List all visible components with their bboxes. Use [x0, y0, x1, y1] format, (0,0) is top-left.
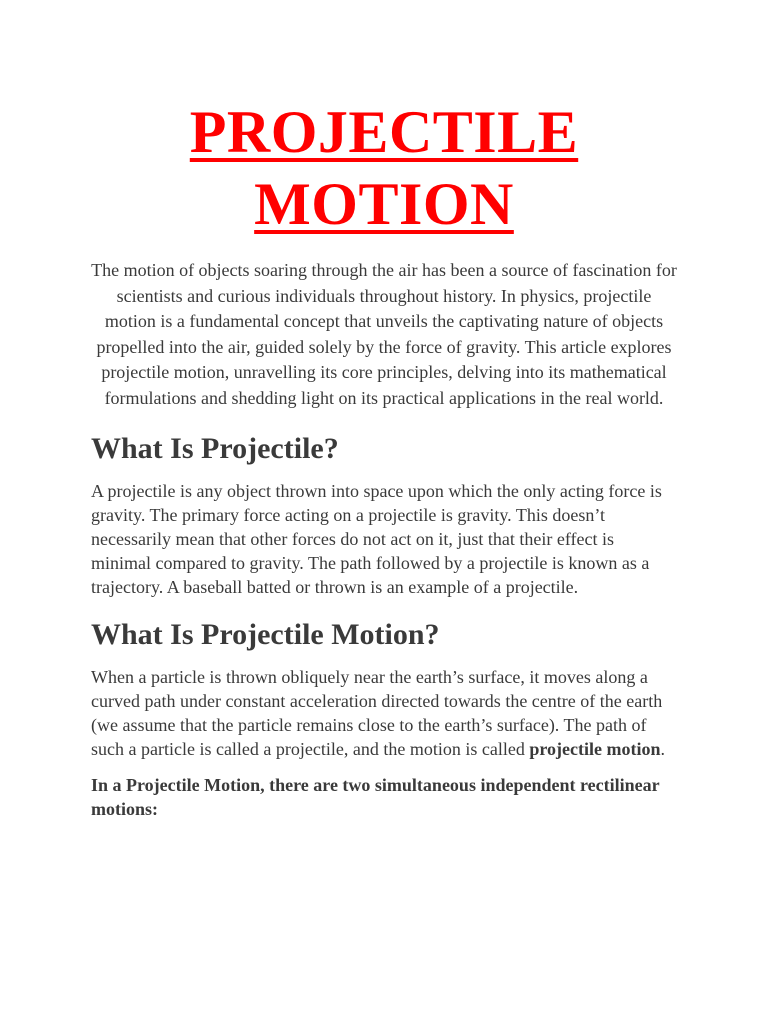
section-body-what-is-projectile-motion [91, 665, 677, 761]
intro-paragraph: The motion of objects soaring through the air has been a source of fascination for scientists and curious individuals throughout history. In physics, projectile motion is a fundamental concept that unveils the captivating nature of objects propelled into the air, guided solely by the force of gravity. This article explores projectile motion, unravelling its core principles, delving into its mathematical formulations and shedding light on its practical applications in the real world. [91, 260, 677, 408]
title-line-2: MOTION [254, 171, 514, 237]
page-title [91, 0, 677, 240]
section-heading-what-is-projectile: What Is Projectile? [91, 432, 339, 465]
bold-note: In a Projectile Motion, there are two simultaneous independent rectilinear motions: [91, 775, 660, 819]
section-heading-what-is-projectile-motion: What Is Projectile Motion? [91, 618, 440, 651]
body-text-start: When a particle is thrown obliquely near the earth’s surface, it moves along a curved path under constant acceleration directed towards the centre of the earth (we assume that the particle remains close to the earth’s surface). The path of such a particle is called a projectile, and the motion is called [91, 667, 663, 759]
body-text-end: . [660, 739, 665, 759]
title-line-1: PROJECTILE [189, 99, 579, 165]
section-body-what-is-projectile: A projectile is any object thrown into space upon which the only acting force is gravity. The primary force acting on a projectile is gravity. This doesn’t necessarily mean that other forces do not act on it, just that their effect is minimal compared to gravity. The path followed by a projectile is known as a trajectory. A baseball batted or thrown is an example of a projectile. [91, 481, 662, 597]
body-text-bold-term: projectile motion [529, 739, 661, 759]
